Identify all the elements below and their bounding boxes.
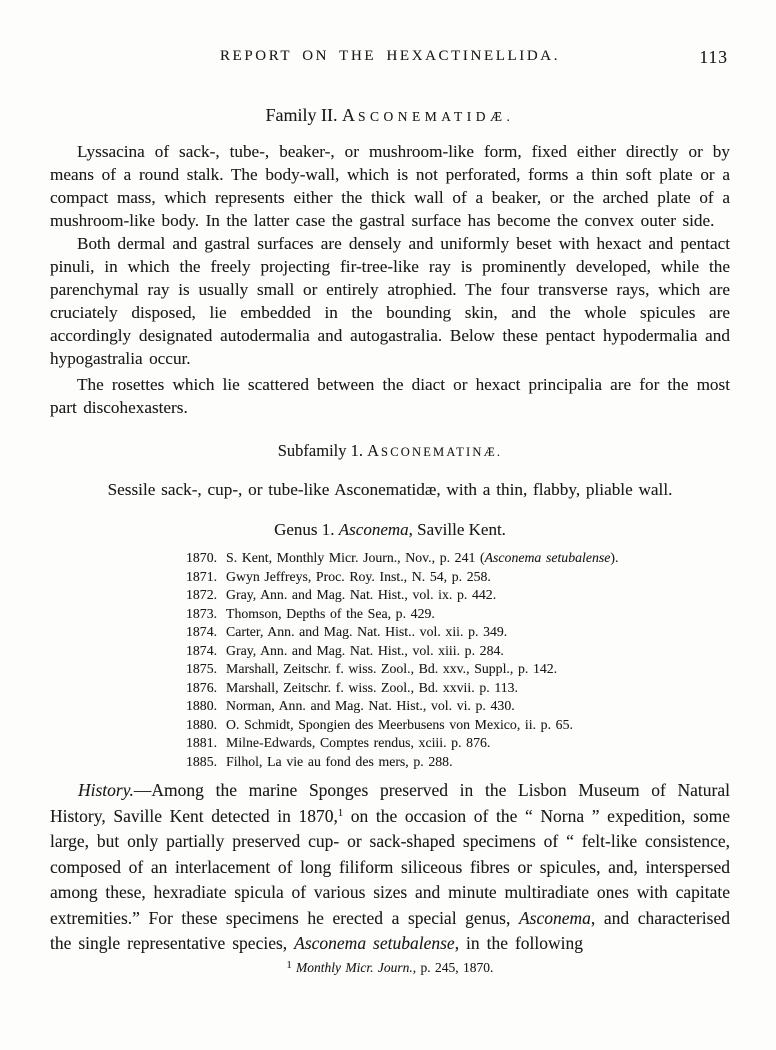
synonymy-text: Gray, Ann. and Mag. Nat. Hist., vol. ix. p. 442. — [226, 587, 497, 602]
synonymy-text: Filhol, La vie au fond des mers, p. 288. — [226, 753, 453, 769]
synonymy-text: Norman, Ann. and Mag. Nat. Hist., vol. vi. p. 430. — [226, 698, 515, 713]
synonymy-year: 1875. — [186, 661, 218, 676]
synonymy-list — [186, 549, 730, 771]
synonymy-year: 1870. — [186, 550, 218, 565]
history-text-3: , and characterised the single representative species, — [50, 907, 730, 953]
history-text-1: —Among the marine Sponges preserved in the Lisbon Museum of Natural History, Saville Kent detected in 1870, — [50, 780, 730, 826]
history-text-2: on the occasion of the “ Norna ” expedition, some large, but only partially preserved cup- or sack-shaped specimens of “ felt-like consistence, composed of an interlacement of long filiform siliceous fibres or spicules, and, interspersed among these, hexradiate spicula of various sizes and minute multiradiate ones with capitate extremities.” For these specimens he erected a special genus, — [50, 805, 731, 928]
footnote-marker: 1 — [286, 959, 292, 971]
paragraph-diagnosis-3: The rosettes which lie scattered between the diact or hexact principalia are for the most part discohexasters. — [50, 375, 730, 417]
family-heading — [50, 105, 730, 126]
genus-heading — [50, 520, 730, 540]
synonymy-text-post: ). — [610, 550, 619, 565]
synonymy-entry — [186, 642, 730, 661]
synonymy-year: 1873. — [186, 605, 218, 621]
synonymy-text: Marshall, Zeitschr. f. wiss. Zool., Bd. xxv., Suppl., p. 142. — [226, 661, 558, 676]
family-name-initial: A — [342, 105, 359, 125]
subfamily-name-rest: SCONEMATINÆ. — [381, 445, 503, 459]
subfamily-heading-prefix: Subfamily 1. — [277, 441, 368, 460]
synonymy-entry — [186, 586, 730, 605]
synonymy-text: S. Kent, Monthly Micr. Journ., Nov., p. 241 ( — [226, 550, 485, 565]
genus-heading-suffix: , Saville Kent. — [408, 520, 506, 539]
history-lead-italic: History. — [78, 780, 134, 800]
synonymy-entry — [186, 605, 730, 624]
genus-name-italic: Asconema — [338, 520, 409, 539]
footnote — [50, 960, 730, 976]
running-head — [50, 48, 730, 70]
history-text-4: , in the following — [454, 933, 584, 953]
family-name-rest: SCONEMATIDÆ. — [358, 109, 515, 124]
footnote-rest: , p. 245, 1870. — [412, 959, 494, 975]
synonymy-year: 1871. — [186, 568, 218, 584]
synonymy-entry — [186, 549, 730, 568]
running-head-title: REPORT ON THE HEXACTINELLIDA. — [219, 48, 561, 64]
synonymy-text: Gray, Ann. and Mag. Nat. Hist., vol. xiii. p. 284. — [226, 642, 504, 658]
synonymy-year: 1881. — [186, 735, 218, 750]
synonymy-year: 1872. — [186, 587, 218, 602]
family-heading-prefix: Family II. — [265, 105, 343, 125]
synonymy-entry — [186, 734, 730, 753]
synonymy-text: O. Schmidt, Spongien des Meerbusens von Mexico, ii. p. 65. — [226, 716, 573, 732]
synonymy-year: 1885. — [186, 753, 218, 769]
synonymy-text: Thomson, Depths of the Sea, p. 429. — [226, 605, 435, 621]
synonymy-entry — [186, 697, 730, 716]
paragraph-diagnosis-2: Both dermal and gastral surfaces are densely and uniformly beset with hexact and pentact pinuli, in which the freely projecting fir-tree-like ray is prominently developed, while the parenchymal ray is usually small or entirely atrophied. The four transverse rays, which are cruciately disposed, lie embedded in the bounding skin, and the whole spicules are accordingly designated autodermalia and autogastralia. Below these pentact hypodermalia and hypogastralia occur. — [50, 234, 730, 368]
footnote-source-italic: Monthly Micr. Journ. — [296, 959, 413, 975]
synonymy-year: 1880. — [186, 716, 218, 732]
synonymy-text: Marshall, Zeitschr. f. wiss. Zool., Bd. xxvii. p. 113. — [226, 679, 518, 695]
paragraph-diagnosis-1: Lyssacina of sack-, tube-, beaker-, or mushroom-like form, fixed either directly or by means of a round stalk. The body-wall, which is not perforated, forms a thin soft plate or a compact mass, which represents either the thick wall of a beaker, or the arched plate of a mushroom-like body. In the latter case the gastral surface has become the convex outer side. — [50, 142, 730, 230]
synonymy-species-italic: Asconema setubalense — [484, 550, 611, 565]
page-number: 113 — [699, 47, 728, 67]
synonymy-text: Milne-Edwards, Comptes rendus, xciii. p. 876. — [226, 735, 491, 750]
synonymy-entry — [186, 679, 730, 698]
synonymy-year: 1874. — [186, 624, 218, 639]
history-paragraph — [50, 778, 730, 957]
subfamily-heading — [50, 441, 730, 461]
synonymy-text: Gwyn Jeffreys, Proc. Roy. Inst., N. 54, p. 258. — [226, 568, 491, 584]
synonymy-entry — [186, 753, 730, 772]
genus-heading-prefix: Genus 1. — [274, 520, 339, 539]
history-genus-italic: Asconema — [518, 907, 591, 928]
synonymy-entry — [186, 716, 730, 735]
footnote-reference-marker: 1 — [337, 807, 344, 819]
synonymy-entry — [186, 568, 730, 587]
subfamily-name-initial: A — [367, 441, 382, 460]
history-species-italic: Asconema setubalense — [294, 933, 455, 953]
synonymy-entry — [186, 623, 730, 642]
synonymy-year: 1874. — [186, 642, 218, 658]
synonymy-entry — [186, 660, 730, 679]
synonymy-text: Carter, Ann. and Mag. Nat. Hist.. vol. xii. p. 349. — [226, 624, 508, 639]
subfamily-description: Sessile sack-, cup-, or tube-like Asconematidæ, with a thin, flabby, pliable wall. — [107, 480, 673, 499]
synonymy-year: 1876. — [186, 679, 218, 695]
synonymy-year: 1880. — [186, 698, 218, 713]
